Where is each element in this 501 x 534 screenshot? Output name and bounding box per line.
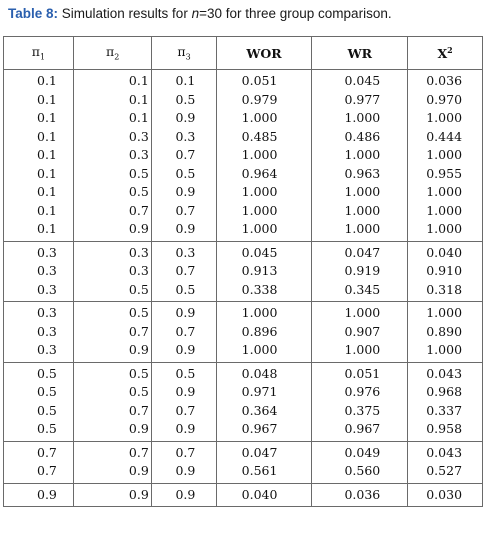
cell-wr — [312, 70, 408, 242]
cell-value: 0.896 — [241, 323, 278, 339]
table-row-group — [4, 70, 483, 242]
cell-value: 0.1 — [128, 73, 149, 88]
cell-pi3 — [152, 302, 216, 363]
cell-value: 0.338 — [241, 281, 278, 297]
cell-value: 1.000 — [426, 202, 463, 218]
cell-wr — [312, 241, 408, 302]
cell-value: 0.5 — [128, 165, 149, 181]
cell-pi2 — [73, 441, 152, 483]
cell-value: 1.000 — [344, 184, 381, 199]
header-x2-symbol: X — [437, 46, 448, 62]
cell-value: 1.000 — [426, 147, 463, 162]
cell-value: 0.040 — [241, 486, 278, 502]
header-pi3 — [152, 37, 216, 70]
cell-value: 0.5 — [128, 184, 149, 199]
cell-pi1 — [4, 70, 74, 242]
cell-value: 0.9 — [175, 184, 196, 199]
cell-value: 0.9 — [175, 305, 196, 320]
cell-value: 0.043 — [426, 444, 463, 460]
header-pi3-symbol: π — [177, 44, 186, 60]
cell-value: 0.967 — [241, 421, 278, 436]
cell-value: 1.000 — [241, 184, 278, 199]
cell-value: 0.049 — [344, 444, 381, 460]
cell-value: 0.036 — [344, 486, 381, 502]
table-label: Table 8: — [8, 6, 59, 21]
cell-value: 0.968 — [426, 384, 463, 399]
cell-value: 1.000 — [344, 305, 381, 320]
cell-value: 0.048 — [241, 365, 278, 381]
cell-value: 0.5 — [37, 365, 57, 381]
cell-wor — [216, 70, 312, 242]
cell-value: 0.890 — [426, 323, 463, 339]
header-wor: WOR — [216, 37, 312, 70]
cell-value: 0.9 — [37, 486, 57, 502]
cell-value: 0.9 — [175, 421, 196, 436]
table-body — [4, 70, 483, 507]
cell-value: 0.3 — [37, 323, 57, 339]
header-row — [4, 37, 483, 70]
cell-value: 0.7 — [37, 463, 57, 478]
cell-value: 0.345 — [344, 281, 381, 297]
cell-value: 0.1 — [37, 184, 57, 199]
cell-value: 1.000 — [241, 202, 278, 218]
header-pi2-sub: 2 — [114, 52, 120, 62]
table-row-group — [4, 362, 483, 441]
table-row-group — [4, 241, 483, 302]
cell-value: 0.1 — [37, 110, 57, 125]
cell-value: 0.7 — [128, 202, 149, 218]
cell-value: 0.560 — [344, 463, 381, 478]
cell-value: 1.000 — [426, 184, 463, 199]
cell-x2 — [408, 241, 483, 302]
cell-pi1 — [4, 241, 74, 302]
cell-value: 0.1 — [37, 128, 57, 144]
cell-value: 1.000 — [426, 110, 463, 125]
cell-value: 0.5 — [175, 281, 196, 297]
cell-value: 0.043 — [426, 365, 463, 381]
cell-value: 0.9 — [175, 110, 196, 125]
cell-pi3 — [152, 241, 216, 302]
cell-value: 0.3 — [37, 305, 57, 320]
cell-wor — [216, 302, 312, 363]
cell-value: 1.000 — [241, 221, 278, 236]
cell-pi2 — [73, 241, 152, 302]
cell-value: 0.9 — [128, 463, 149, 478]
cell-wor — [216, 241, 312, 302]
cell-value: 0.7 — [175, 263, 196, 278]
cell-value: 0.045 — [241, 244, 278, 260]
cell-value: 1.000 — [241, 342, 278, 357]
caption-text-after: =30 for three group comparison. — [199, 6, 392, 21]
cell-value: 0.7 — [175, 444, 196, 460]
cell-value: 0.1 — [37, 147, 57, 162]
cell-value: 0.3 — [37, 244, 57, 260]
cell-pi3 — [152, 362, 216, 441]
caption-text-before: Simulation results for — [58, 6, 192, 21]
cell-pi3 — [152, 70, 216, 242]
table-caption — [8, 6, 392, 21]
cell-value: 0.486 — [344, 128, 381, 144]
cell-value: 0.9 — [128, 221, 149, 236]
cell-value: 0.7 — [128, 323, 149, 339]
cell-value: 0.1 — [128, 110, 149, 125]
table-row-group — [4, 302, 483, 363]
cell-value: 0.045 — [344, 73, 381, 88]
cell-pi1 — [4, 362, 74, 441]
cell-value: 0.7 — [128, 402, 149, 418]
header-pi1-sub: 1 — [40, 52, 46, 62]
cell-pi2 — [73, 483, 152, 507]
cell-value: 0.9 — [128, 486, 149, 502]
cell-value: 0.963 — [344, 165, 381, 181]
cell-value: 0.907 — [344, 323, 381, 339]
cell-value: 1.000 — [344, 342, 381, 357]
cell-pi2 — [73, 302, 152, 363]
header-x2 — [408, 37, 483, 70]
cell-pi3 — [152, 441, 216, 483]
cell-value: 0.318 — [426, 281, 463, 297]
cell-value: 1.000 — [344, 110, 381, 125]
cell-wor — [216, 483, 312, 507]
cell-pi1 — [4, 302, 74, 363]
cell-value: 0.7 — [175, 147, 196, 162]
cell-wr — [312, 441, 408, 483]
table-row-group — [4, 483, 483, 507]
cell-value: 0.5 — [37, 402, 57, 418]
cell-value: 1.000 — [426, 342, 463, 357]
cell-value: 0.5 — [175, 165, 196, 181]
cell-value: 0.9 — [175, 342, 196, 357]
cell-wr — [312, 483, 408, 507]
cell-value: 0.913 — [241, 263, 278, 278]
cell-value: 0.7 — [175, 202, 196, 218]
cell-value: 0.1 — [37, 91, 57, 107]
cell-value: 0.5 — [128, 365, 149, 381]
cell-wr — [312, 362, 408, 441]
cell-value: 0.5 — [37, 421, 57, 436]
cell-wr — [312, 302, 408, 363]
cell-value: 0.7 — [37, 444, 57, 460]
cell-wor — [216, 362, 312, 441]
cell-value: 0.919 — [344, 263, 381, 278]
cell-value: 0.955 — [426, 165, 463, 181]
cell-value: 0.1 — [175, 73, 196, 88]
cell-value: 1.000 — [426, 221, 463, 236]
cell-value: 0.040 — [426, 244, 463, 260]
cell-value: 0.030 — [426, 486, 463, 502]
cell-value: 1.000 — [241, 305, 278, 320]
cell-value: 1.000 — [344, 147, 381, 162]
cell-x2 — [408, 483, 483, 507]
cell-value: 0.3 — [37, 281, 57, 297]
header-wr: WR — [312, 37, 408, 70]
header-pi1-symbol: π — [31, 44, 41, 60]
table-row-group — [4, 441, 483, 483]
cell-value: 1.000 — [241, 110, 278, 125]
cell-value: 0.1 — [37, 165, 57, 181]
header-x2-sup: 2 — [447, 44, 453, 55]
cell-value: 0.5 — [175, 365, 196, 381]
header-pi3-sub: 3 — [185, 52, 191, 62]
cell-value: 0.5 — [128, 384, 149, 399]
cell-value: 0.7 — [128, 444, 149, 460]
cell-pi1 — [4, 441, 74, 483]
cell-pi2 — [73, 70, 152, 242]
cell-value: 0.964 — [241, 165, 278, 181]
cell-value: 0.3 — [175, 244, 196, 260]
cell-value: 0.976 — [344, 384, 381, 399]
header-pi1 — [4, 37, 74, 70]
cell-value: 0.9 — [175, 463, 196, 478]
cell-value: 0.3 — [128, 263, 149, 278]
header-pi2-symbol: π — [106, 44, 115, 60]
cell-value: 0.910 — [426, 263, 463, 278]
cell-value: 0.9 — [175, 384, 196, 399]
cell-value: 0.036 — [426, 73, 463, 88]
cell-value: 0.1 — [37, 221, 57, 236]
cell-value: 0.977 — [344, 91, 381, 107]
cell-x2 — [408, 302, 483, 363]
cell-value: 1.000 — [344, 221, 381, 236]
header-pi2 — [73, 37, 152, 70]
cell-value: 0.337 — [426, 402, 463, 418]
cell-x2 — [408, 70, 483, 242]
cell-value: 0.3 — [128, 147, 149, 162]
cell-value: 0.3 — [37, 342, 57, 357]
cell-value: 0.9 — [128, 421, 149, 436]
cell-value: 0.5 — [175, 91, 196, 107]
caption-variable: n — [191, 6, 200, 21]
cell-value: 0.1 — [37, 202, 57, 218]
cell-value: 0.970 — [426, 91, 463, 107]
cell-pi2 — [73, 362, 152, 441]
cell-value: 0.971 — [241, 384, 278, 399]
cell-value: 1.000 — [426, 305, 463, 320]
cell-value: 0.051 — [241, 73, 278, 88]
cell-value: 0.1 — [128, 91, 149, 107]
cell-value: 1.000 — [241, 147, 278, 162]
cell-value: 0.375 — [344, 402, 381, 418]
cell-value: 0.047 — [241, 444, 278, 460]
cell-value: 0.3 — [128, 128, 149, 144]
cell-value: 0.527 — [426, 463, 463, 478]
cell-value: 0.047 — [344, 244, 381, 260]
cell-value: 0.967 — [344, 421, 381, 436]
cell-value: 0.561 — [241, 463, 278, 478]
results-table-wrapper — [3, 36, 483, 507]
cell-x2 — [408, 441, 483, 483]
cell-x2 — [408, 362, 483, 441]
cell-value: 0.364 — [241, 402, 278, 418]
cell-value: 0.7 — [175, 323, 196, 339]
cell-pi1 — [4, 483, 74, 507]
cell-value: 0.9 — [128, 342, 149, 357]
cell-value: 0.7 — [175, 402, 196, 418]
cell-value: 0.1 — [37, 73, 57, 88]
cell-value: 0.5 — [128, 281, 149, 297]
cell-value: 0.3 — [175, 128, 196, 144]
cell-value: 0.979 — [241, 91, 278, 107]
cell-value: 0.958 — [426, 421, 463, 436]
cell-value: 1.000 — [344, 202, 381, 218]
cell-value: 0.9 — [175, 221, 196, 236]
cell-value: 0.444 — [426, 128, 463, 144]
cell-value: 0.3 — [128, 244, 149, 260]
cell-value: 0.9 — [175, 486, 196, 502]
cell-value: 0.5 — [128, 305, 149, 320]
cell-wor — [216, 441, 312, 483]
cell-value: 0.5 — [37, 384, 57, 399]
cell-pi3 — [152, 483, 216, 507]
simulation-results-table — [3, 36, 483, 507]
cell-value: 0.3 — [37, 263, 57, 278]
cell-value: 0.485 — [241, 128, 278, 144]
cell-value: 0.051 — [344, 365, 381, 381]
